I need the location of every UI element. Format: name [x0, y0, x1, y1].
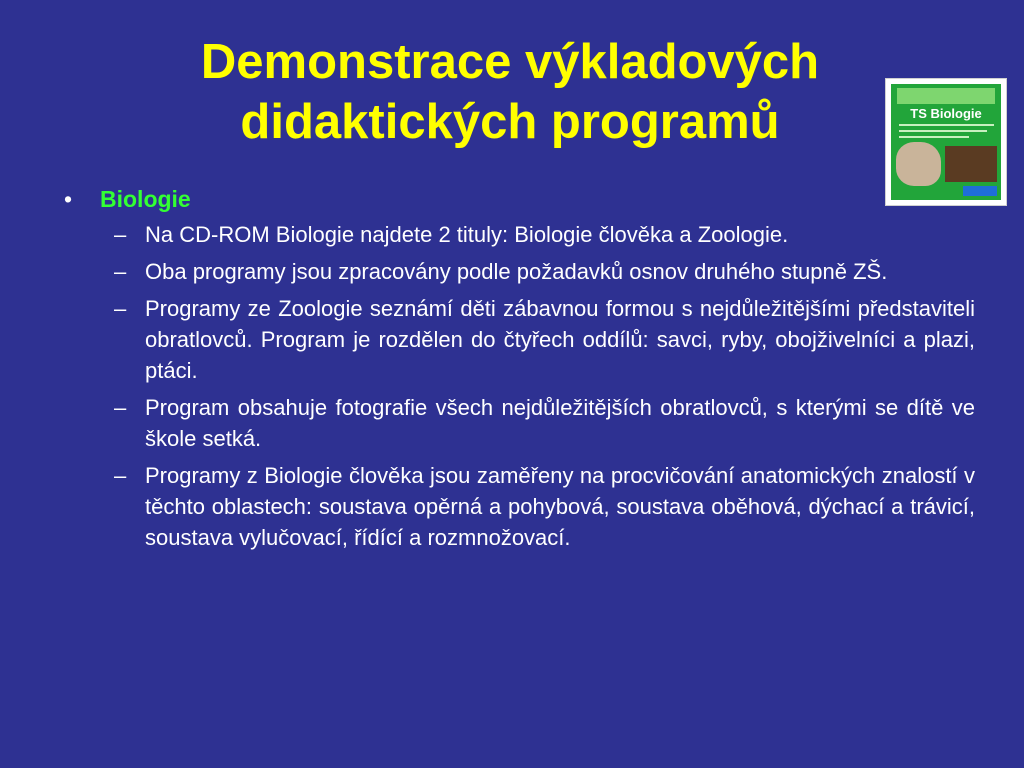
sub-bullet-item: [100, 219, 975, 250]
sub-bullet-item: [100, 256, 975, 287]
skull-photo: [896, 142, 941, 186]
slide-title: [60, 32, 960, 152]
cd-cover-text-line: [899, 124, 994, 126]
slide-content-list: [64, 185, 975, 559]
sub-bullet-list: [100, 219, 975, 553]
slide-title-line-1: Demonstrace výkladových: [200, 35, 820, 89]
bullet-marker: •: [64, 186, 73, 212]
dash-marker: –: [114, 395, 127, 420]
cd-cover-artwork: [891, 84, 1001, 200]
sub-bullet-item: [100, 460, 975, 553]
sub-bullet-item: [100, 392, 975, 454]
sub-bullet-text: Programy z Biologie člověka jsou zaměřeny na procvičování anatomických znalostí v těchto oblastech: soustava opěrná a pohybová, soustava oběhová, dýchací a trávicí, soustava vylučovací, řídící a rozmnožovací.: [145, 463, 975, 550]
sub-bullet-text: Oba programy jsou zpracovány podle požadavků osnov druhého stupně ZŠ.: [145, 259, 888, 284]
cd-cover-badge: [963, 186, 997, 196]
sub-bullet-text: Na CD-ROM Biologie najdete 2 tituly: Biologie člověka a Zoologie.: [145, 222, 789, 247]
cd-cover-title: TS Biologie: [910, 106, 982, 121]
cd-cover-header-band: [897, 88, 995, 104]
bullet-heading: Biologie: [100, 186, 191, 212]
animal-photo: [945, 146, 997, 182]
bullet-biologie: [64, 185, 975, 553]
sub-bullet-text: Program obsahuje fotografie všech nejdůležitějších obratlovců, s kterými se dítě ve škole setká.: [145, 395, 975, 451]
cd-cover-text-line: [899, 136, 969, 138]
dash-marker: –: [114, 259, 127, 284]
sub-bullet-text: Programy ze Zoologie seznámí děti zábavnou formou s nejdůležitějšími představiteli obratlovců. Program je rozdělen do čtyřech oddílů: savci, ryby, obojživelníci a plazi, ptáci.: [145, 296, 975, 383]
dash-marker: –: [114, 463, 127, 488]
dash-marker: –: [114, 222, 127, 247]
sub-bullet-item: [100, 293, 975, 386]
slide-title-line-2: didaktických programů: [240, 95, 780, 149]
dash-marker: –: [114, 296, 127, 321]
cd-cover-text-line: [899, 130, 987, 132]
